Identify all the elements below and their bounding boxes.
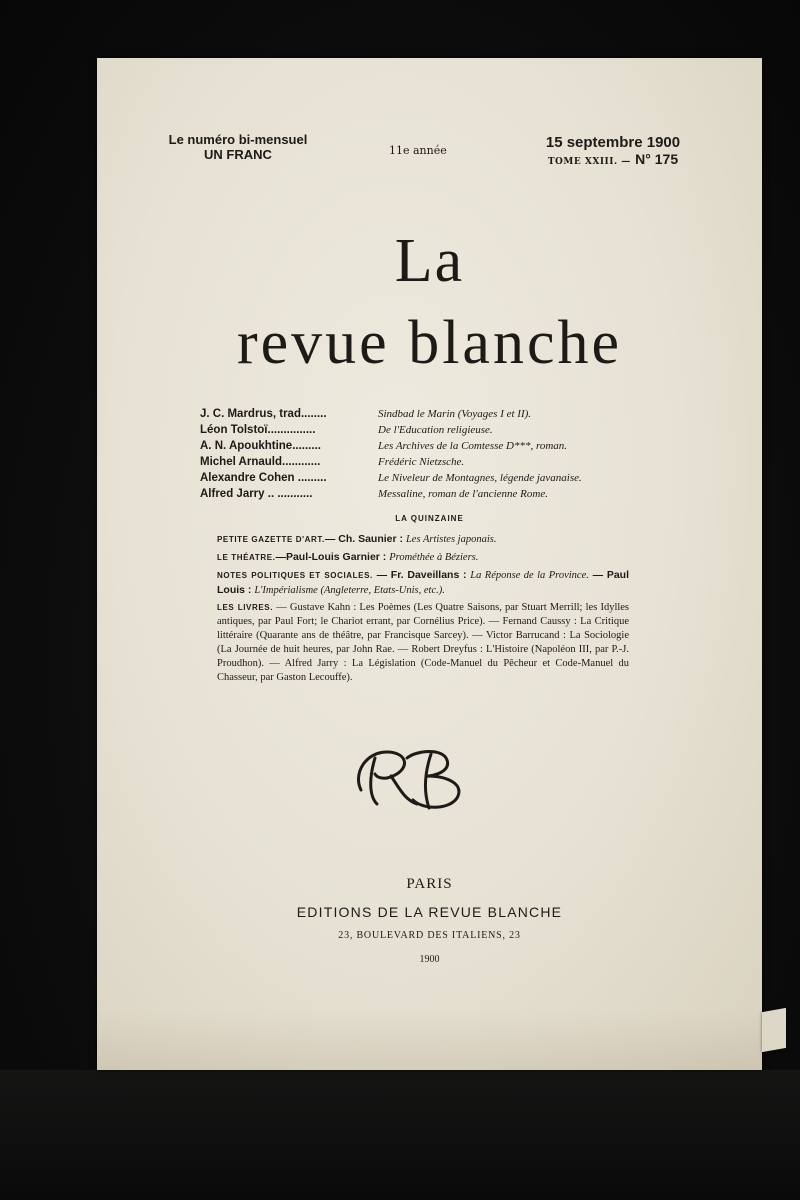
imprint-year: 1900 [419,954,440,965]
contents-title: Les Archives de la Comtesse D***, roman. [378,440,568,452]
notes-entry: NOTES POLITIQUES ET SOCIALES. — Fr. Daveillans : La Réponse de la Province. — Paul Louis : L'Impérialisme (Angleterre, Etats-Unis, etc.). [217,569,629,596]
contents-row [200,440,660,456]
tome-label: TOME XXIII. — [547,157,631,167]
torn-page-corner [762,1008,786,1052]
masthead-line-1: La [394,227,465,295]
quinzaine-section [217,532,629,688]
contents-author: Alfred Jarry .. ........... [200,488,313,500]
imprint-publisher: EDITIONS DE LA REVUE BLANCHE [296,904,563,920]
date-block [513,134,713,169]
contents-row [200,424,660,440]
contents-row [200,456,660,472]
contents-author: Léon Tolstoï............... [200,424,316,436]
table-of-contents [200,408,660,504]
rb-monogram-logo [347,738,483,818]
contents-author: Michel Arnauld............ [200,456,321,468]
magazine-cover [97,58,762,1070]
price-line-2: UN FRANC [204,147,272,162]
shelf-surface [0,1070,800,1200]
imprint-address: 23, BOULEVARD DES ITALIENS, 23 [338,930,521,941]
contents-title: Sindbad le Marin (Voyages I et II). [378,408,532,420]
theatre-entry: LE THÉATRE.—Paul-Louis Garnier : Prométhée à Béziers. [217,551,479,563]
quinzaine-heading: LA QUINZAINE [395,514,464,523]
price-line-1: Le numéro bi-mensuel [168,132,308,147]
masthead-line-2: revue blanche [237,309,622,377]
contents-title: De l'Education religieuse. [378,424,493,436]
contents-title: Frédéric Nietzsche. [378,456,465,468]
contents-row [200,408,660,424]
issue-number: N° 175 [635,151,679,167]
contents-row [200,472,660,488]
price-block [153,132,323,162]
contents-row [200,488,660,504]
contents-title: Messaline, roman de l'ancienne Rome. [378,488,548,500]
issue-date: 15 septembre 1900 [545,134,681,151]
year-issue: 11e année [389,144,447,157]
gazette-art-entry: PETITE GAZETTE D'ART.— Ch. Saunier : Les Artistes japonais. [217,533,497,545]
contents-author: J. C. Mardrus, trad........ [200,408,327,420]
livres-entry: LES LIVRES. — Gustave Kahn : Les Poèmes (Les Quatre Saisons, par Stuart Merrill; les Idylles antiques, par Paul Fort; le Chariot errant, par Cornélius Price). — Fernand Caussy : La Critique littéraire (Quarante ans de théâtre, par Francisque Sarcey). — Victor Barrucand : La Sociologie (La Journée de huit heures, par John Rae. — Robert Dreyfus : L'Histoire (Napoléon III, par P.-J. Proudhon). — Alfred Jarry : La Législation (Code-Manuel du Pêcheur et Code-Manuel du Chasseur, par Gaston Lecouffe). [217,602,630,683]
contents-title: Le Niveleur de Montagnes, légende javanaise. [378,472,582,484]
imprint-city: PARIS [406,876,453,892]
contents-author: A. N. Apoukhtine......... [200,440,321,452]
contents-author: Alexandre Cohen ......... [200,472,327,484]
